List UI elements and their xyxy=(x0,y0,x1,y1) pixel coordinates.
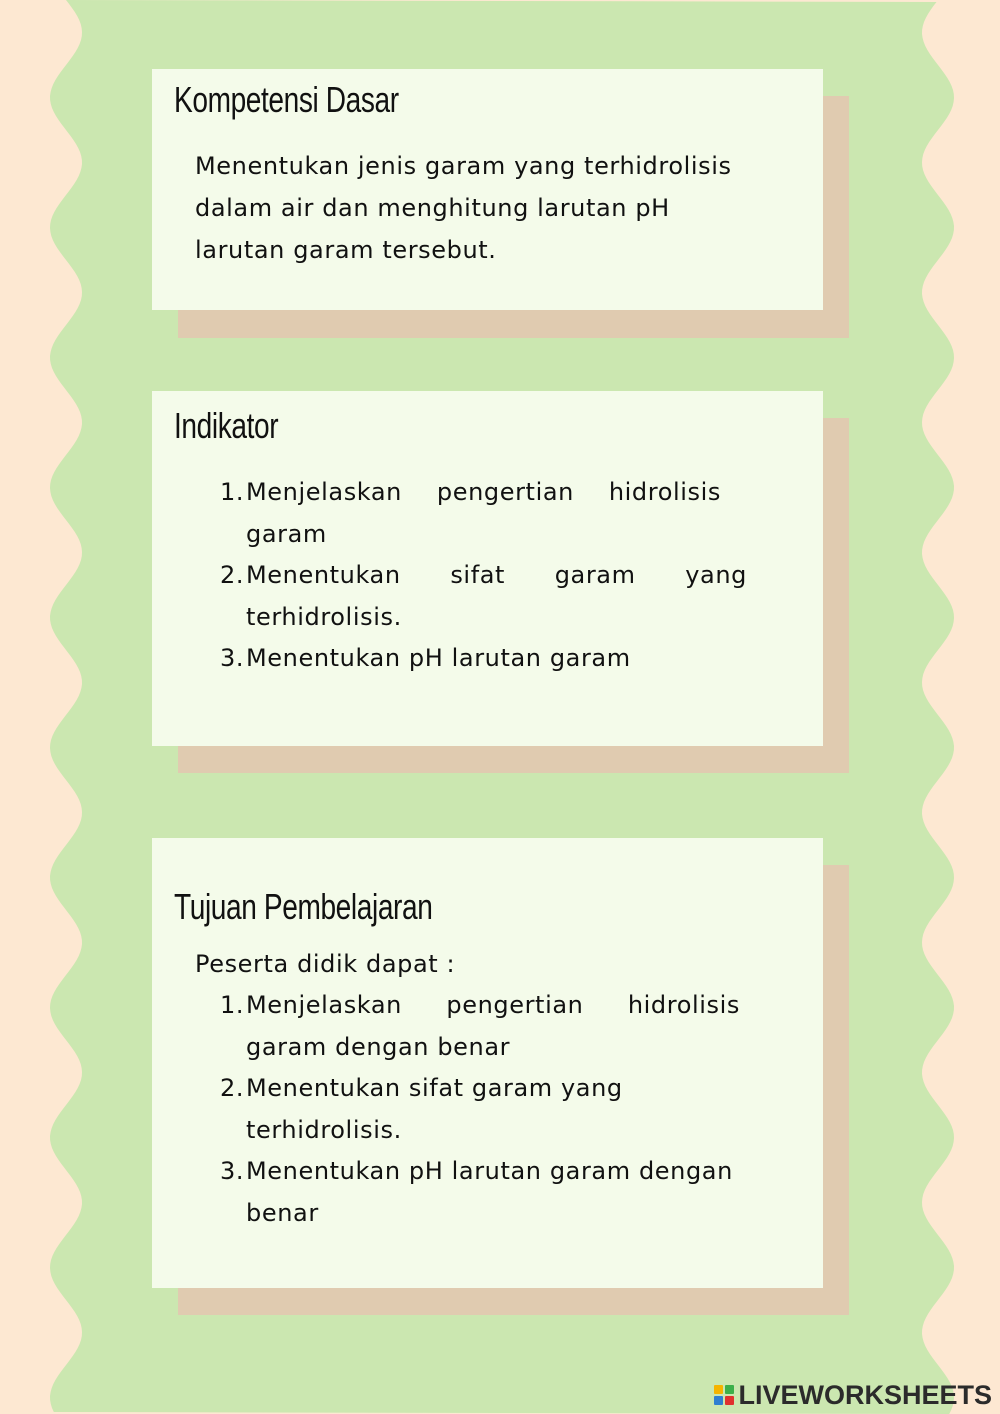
indikator-item-2-number: 2. xyxy=(220,561,245,589)
tujuan-item-3-number: 3. xyxy=(220,1157,245,1185)
logo-square-green xyxy=(725,1385,734,1394)
tujuan-item-2 xyxy=(220,1068,806,1151)
indikator-item-2-line-1: Menentukan sifat garam yang xyxy=(246,561,747,589)
tujuan-item-1-line-2: garam dengan benar xyxy=(246,1032,511,1061)
kompetensi-line-2: dalam air dan menghitung larutan pH xyxy=(195,194,670,222)
tujuan-item-1 xyxy=(220,985,806,1068)
tujuan-item-1-number: 1. xyxy=(220,991,245,1019)
logo-square-blue xyxy=(714,1396,723,1405)
tujuan-item-3-line-1: Menentukan pH larutan garam dengan xyxy=(246,1157,733,1185)
indikator-title: Indikator xyxy=(174,405,279,446)
indikator-item-3-line-1: Menentukan pH larutan garam xyxy=(246,644,631,672)
tujuan-item-2-number: 2. xyxy=(220,1074,245,1102)
watermark-text: LIVEWORKSHEETS xyxy=(738,1379,992,1410)
indikator-item-2 xyxy=(220,555,747,638)
indikator-item-1-line-1: Menjelaskan pengertian hidrolisis xyxy=(246,478,721,506)
indikator-item-3-number: 3. xyxy=(220,644,245,672)
tujuan-item-2-line-1: Menentukan sifat garam yang xyxy=(246,1074,623,1102)
tujuan-item-2-line-2: terhidrolisis. xyxy=(246,1115,402,1144)
indikator-item-3 xyxy=(220,638,747,680)
logo-square-red xyxy=(725,1396,734,1405)
indikator-list xyxy=(220,472,747,680)
kompetensi-card xyxy=(152,69,823,310)
tujuan-item-3 xyxy=(220,1151,806,1234)
indikator-item-2-line-2: terhidrolisis. xyxy=(246,602,402,631)
tujuan-list xyxy=(220,985,806,1234)
indikator-item-1-number: 1. xyxy=(220,478,245,506)
kompetensi-line-1: Menentukan jenis garam yang terhidrolisis xyxy=(195,152,732,180)
indikator-item-1-line-2: garam xyxy=(246,519,327,548)
liveworksheets-logo-icon xyxy=(714,1385,734,1405)
indikator-item-1 xyxy=(220,472,747,555)
indikator-card xyxy=(152,391,823,746)
liveworksheets-watermark[interactable] xyxy=(714,1380,992,1410)
tujuan-card xyxy=(152,838,823,1288)
logo-square-yellow xyxy=(714,1385,723,1394)
tujuan-item-3-line-2: benar xyxy=(246,1198,319,1227)
kompetensi-line-3: larutan garam tersebut. xyxy=(195,236,497,264)
kompetensi-title: Kompetensi Dasar xyxy=(174,79,399,120)
tujuan-intro: Peserta didik dapat : xyxy=(195,950,456,978)
tujuan-title: Tujuan Pembelajaran xyxy=(174,886,433,927)
tujuan-item-1-line-1: Menjelaskan pengertian hidrolisis xyxy=(246,991,740,1019)
